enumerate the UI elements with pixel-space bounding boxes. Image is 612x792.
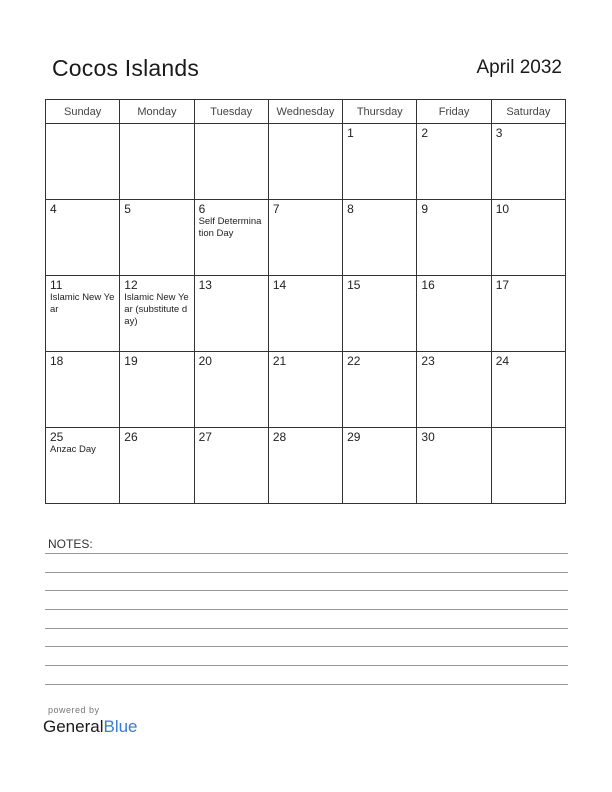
day-number: 20 [198, 354, 212, 368]
day-cell [194, 428, 268, 504]
note-line [45, 646, 568, 647]
page-title: Cocos Islands [52, 55, 200, 81]
day-cell [343, 352, 417, 428]
day-number: 8 [347, 202, 354, 216]
day-cell [343, 124, 417, 200]
day-number: 13 [198, 278, 212, 292]
day-number: 14 [272, 278, 287, 292]
day-cell [194, 124, 268, 200]
note-line [45, 553, 568, 554]
day-cell [268, 200, 342, 276]
weekday-monday: Monday [120, 100, 194, 124]
day-number: 4 [50, 202, 57, 216]
note-line [45, 609, 568, 610]
weekday-header-row [46, 100, 566, 124]
day-cell [491, 276, 565, 352]
powered-by-label: powered by [48, 705, 100, 715]
brand-blue: Blue [103, 717, 138, 736]
day-cell [491, 200, 565, 276]
day-number: 22 [347, 354, 361, 368]
day-number: 11 [50, 278, 63, 292]
day-cell [491, 124, 565, 200]
day-cell [46, 428, 120, 504]
day-number: 12 [124, 278, 138, 292]
holiday-label: Islamic New Year [50, 292, 115, 315]
day-cell [343, 276, 417, 352]
weekday-wednesday: Wednesday [268, 100, 342, 124]
day-cell [491, 352, 565, 428]
holiday-label: Anzac Day [50, 444, 96, 455]
day-cell [194, 200, 268, 276]
day-cell [268, 428, 342, 504]
week-row [46, 124, 566, 200]
weekday-thursday: Thursday [343, 100, 417, 124]
note-line [45, 684, 568, 685]
day-number: 6 [198, 202, 206, 216]
day-number: 25 [50, 430, 64, 444]
day-number: 9 [421, 202, 429, 216]
day-number: 26 [124, 430, 138, 444]
day-cell [120, 124, 194, 200]
week-row [46, 276, 566, 352]
day-cell [417, 276, 491, 352]
week-row [46, 200, 566, 276]
day-cell [194, 352, 268, 428]
day-number: 7 [272, 202, 280, 216]
day-number: 10 [495, 202, 510, 216]
day-cell [343, 200, 417, 276]
weekday-sunday: Sunday [46, 100, 120, 124]
day-number: 23 [421, 354, 435, 368]
day-cell [417, 352, 491, 428]
day-cell [46, 352, 120, 428]
day-number: 1 [347, 126, 354, 140]
note-line [45, 590, 568, 591]
day-cell [417, 428, 491, 504]
brand-logo[interactable] [43, 717, 138, 737]
day-number: 3 [495, 126, 503, 140]
day-cell [120, 200, 194, 276]
note-line [45, 665, 568, 666]
day-cell [268, 352, 342, 428]
weekday-friday: Friday [417, 100, 491, 124]
holiday-label: Self Determination Day [198, 216, 262, 239]
day-cell [491, 428, 565, 504]
note-line [45, 572, 568, 573]
day-cell [268, 124, 342, 200]
weekday-tuesday: Tuesday [194, 100, 268, 124]
day-cell [120, 428, 194, 504]
day-number: 24 [495, 354, 510, 368]
day-cell [417, 124, 491, 200]
note-line [45, 628, 568, 629]
day-cell [343, 428, 417, 504]
calendar-grid [45, 99, 566, 504]
day-number: 2 [421, 126, 429, 140]
day-number: 16 [421, 278, 435, 292]
day-number: 5 [124, 202, 131, 216]
week-row [46, 352, 566, 428]
day-cell [417, 200, 491, 276]
brand-general: General [43, 717, 104, 736]
month-label: April 2032 [476, 57, 562, 78]
day-cell [46, 124, 120, 200]
day-number: 30 [421, 430, 435, 444]
notes-label: NOTES: [48, 537, 93, 551]
day-number: 18 [50, 354, 64, 368]
week-row [46, 428, 566, 504]
day-number: 15 [347, 278, 361, 292]
day-cell [120, 276, 194, 352]
day-number: 28 [272, 430, 287, 444]
day-cell [120, 352, 194, 428]
day-cell [268, 276, 342, 352]
day-cell [46, 276, 120, 352]
day-number: 27 [198, 430, 212, 444]
day-number: 19 [124, 354, 138, 368]
weekday-saturday: Saturday [491, 100, 565, 124]
day-number: 17 [495, 278, 510, 292]
day-number: 21 [272, 354, 287, 368]
day-number: 29 [347, 430, 361, 444]
holiday-label: Islamic New Year (substitute day) [124, 292, 189, 327]
day-cell [46, 200, 120, 276]
day-cell [194, 276, 268, 352]
